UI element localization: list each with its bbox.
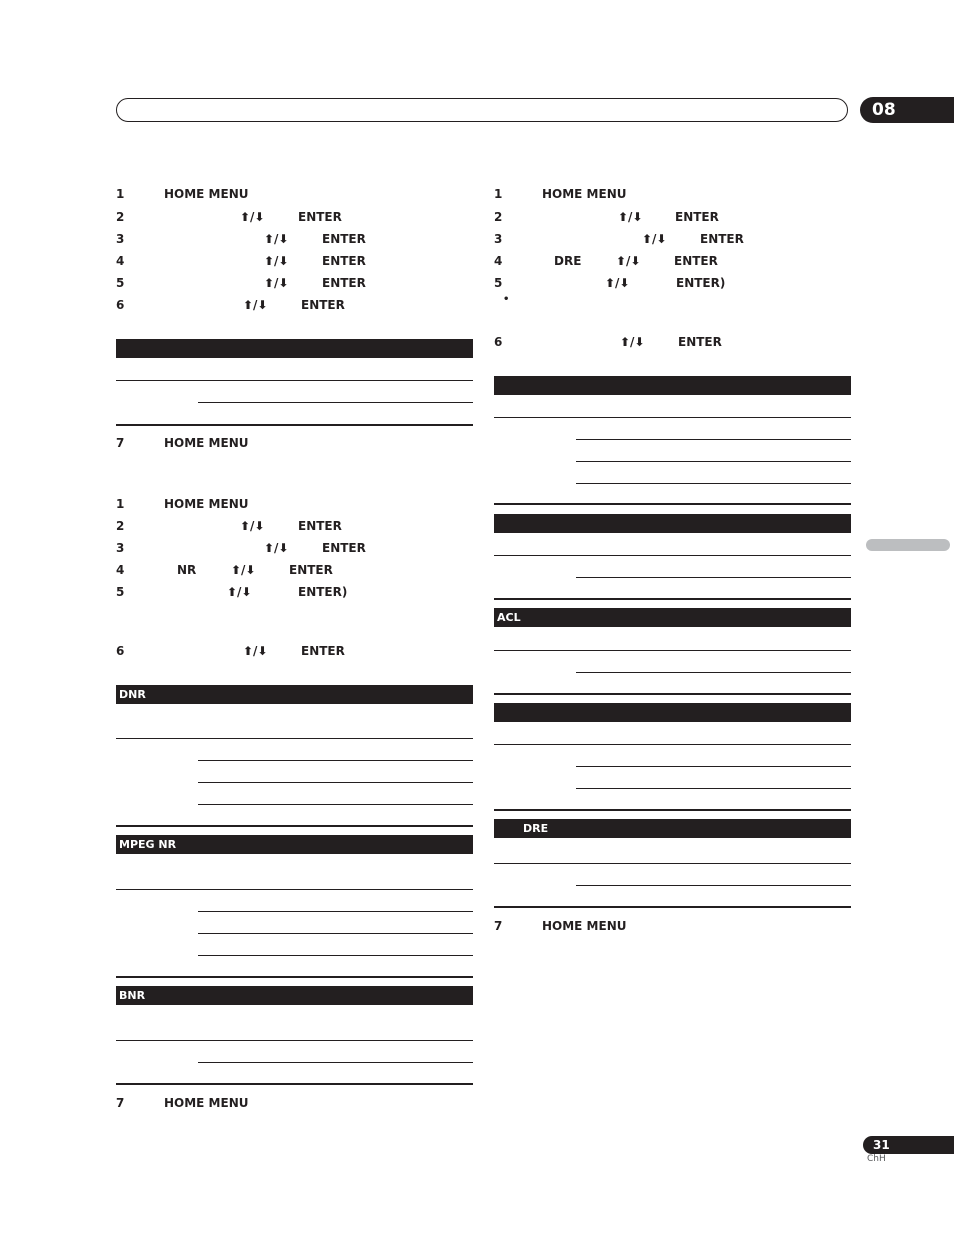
step-number: 2 bbox=[116, 519, 125, 533]
home-menu-key: HOME MENU bbox=[164, 1096, 249, 1110]
arrow-keys-icon: ⬆/⬇ bbox=[264, 276, 289, 290]
arrow-keys-icon: ⬆/⬇ bbox=[605, 276, 630, 290]
home-menu-key: HOME MENU bbox=[164, 436, 249, 450]
dnr-table-header: DNR bbox=[116, 685, 473, 704]
step-number: 3 bbox=[116, 232, 125, 246]
arrow-keys-icon: ⬆/⬇ bbox=[264, 254, 289, 268]
enter-key: ENTER bbox=[298, 519, 342, 533]
enter-key: ENTER bbox=[322, 276, 366, 290]
home-menu-key: HOME MENU bbox=[164, 187, 249, 201]
arrow-keys-icon: ⬆/⬇ bbox=[240, 519, 265, 533]
table-rule bbox=[116, 889, 473, 890]
arrow-keys-icon: ⬆/⬇ bbox=[620, 335, 645, 349]
table-bottom-rule bbox=[116, 424, 473, 426]
enter-key: ENTER bbox=[322, 541, 366, 555]
home-menu-key: HOME MENU bbox=[542, 919, 627, 933]
table-rule bbox=[576, 461, 851, 462]
arrow-keys-icon: ⬆/⬇ bbox=[227, 585, 252, 599]
table-rule bbox=[494, 555, 851, 556]
arrow-keys-icon: ⬆/⬇ bbox=[240, 210, 265, 224]
table-bottom-rule bbox=[494, 906, 851, 908]
table-bottom-rule bbox=[116, 1083, 473, 1085]
arrow-keys-icon: ⬆/⬇ bbox=[642, 232, 667, 246]
step-number: 1 bbox=[116, 497, 125, 511]
step-number: 5 bbox=[116, 585, 125, 599]
table-rule bbox=[494, 650, 851, 651]
table-bottom-rule bbox=[494, 503, 851, 505]
step-number: 6 bbox=[116, 644, 125, 658]
table-rule bbox=[576, 885, 851, 886]
arrow-keys-icon: ⬆/⬇ bbox=[616, 254, 641, 268]
table-bottom-rule bbox=[116, 825, 473, 827]
home-menu-key: HOME MENU bbox=[164, 497, 249, 511]
arrow-keys-icon: ⬆/⬇ bbox=[618, 210, 643, 224]
nr-label: NR bbox=[177, 563, 197, 577]
table-header-bar bbox=[494, 376, 851, 395]
step-number: 2 bbox=[116, 210, 125, 224]
step-number: 7 bbox=[494, 919, 503, 933]
table-rule bbox=[198, 911, 473, 912]
table-rule bbox=[198, 804, 473, 805]
step-number: 4 bbox=[116, 563, 125, 577]
step-number: 1 bbox=[494, 187, 503, 201]
table-rule bbox=[198, 1062, 473, 1063]
step-number: 6 bbox=[494, 335, 503, 349]
table-rule bbox=[198, 955, 473, 956]
table-rule bbox=[494, 417, 851, 418]
table-rule bbox=[198, 402, 473, 403]
step-number: 7 bbox=[116, 436, 125, 450]
table-header-bar bbox=[116, 339, 473, 358]
table-rule bbox=[576, 483, 851, 484]
table-rule bbox=[576, 439, 851, 440]
enter-key: ENTER bbox=[675, 210, 719, 224]
table-rule bbox=[198, 760, 473, 761]
table-rule bbox=[494, 744, 851, 745]
enter-key: ENTER bbox=[301, 298, 345, 312]
table-rule bbox=[494, 863, 851, 864]
table-rule bbox=[198, 782, 473, 783]
home-menu-key: HOME MENU bbox=[542, 187, 627, 201]
dre-table-header: DRE bbox=[494, 819, 851, 838]
acl-table-header: ACL bbox=[494, 608, 851, 627]
enter-key: ENTER) bbox=[298, 585, 348, 599]
enter-key: ENTER bbox=[700, 232, 744, 246]
table-bottom-rule bbox=[116, 976, 473, 978]
table-rule bbox=[576, 577, 851, 578]
table-rule bbox=[116, 380, 473, 381]
step-number: 1 bbox=[116, 187, 125, 201]
page-number: 31 bbox=[863, 1136, 954, 1154]
table-rule bbox=[576, 672, 851, 673]
arrow-keys-icon: ⬆/⬇ bbox=[243, 644, 268, 658]
enter-key: ENTER bbox=[322, 232, 366, 246]
mpeg-nr-table-header: MPEG NR bbox=[116, 835, 473, 854]
arrow-keys-icon: ⬆/⬇ bbox=[264, 232, 289, 246]
table-rule bbox=[116, 738, 473, 739]
language-code: ChH bbox=[867, 1154, 886, 1164]
table-header-bar bbox=[494, 514, 851, 533]
step-number: 4 bbox=[116, 254, 125, 268]
step-number: 3 bbox=[116, 541, 125, 555]
enter-key: ENTER bbox=[674, 254, 718, 268]
chapter-tab: 08 bbox=[860, 97, 954, 123]
enter-key: ENTER) bbox=[676, 276, 726, 290]
step-number: 2 bbox=[494, 210, 503, 224]
step-number: 4 bbox=[494, 254, 503, 268]
table-rule bbox=[576, 766, 851, 767]
step-number: 5 bbox=[494, 276, 503, 290]
step-number: 6 bbox=[116, 298, 125, 312]
bullet: • bbox=[503, 294, 510, 305]
table-bottom-rule bbox=[494, 598, 851, 600]
table-rule bbox=[576, 788, 851, 789]
step-number: 3 bbox=[494, 232, 503, 246]
enter-key: ENTER bbox=[301, 644, 345, 658]
table-bottom-rule bbox=[494, 693, 851, 695]
step-number: 5 bbox=[116, 276, 125, 290]
table-header-bar bbox=[494, 703, 851, 722]
table-rule bbox=[116, 1040, 473, 1041]
table-bottom-rule bbox=[494, 809, 851, 811]
enter-key: ENTER bbox=[322, 254, 366, 268]
step-number: 7 bbox=[116, 1096, 125, 1110]
enter-key: ENTER bbox=[678, 335, 722, 349]
enter-key: ENTER bbox=[298, 210, 342, 224]
arrow-keys-icon: ⬆/⬇ bbox=[243, 298, 268, 312]
bnr-table-header: BNR bbox=[116, 986, 473, 1005]
header-bar bbox=[116, 98, 848, 122]
arrow-keys-icon: ⬆/⬇ bbox=[231, 563, 256, 577]
enter-key: ENTER bbox=[289, 563, 333, 577]
side-tab bbox=[866, 539, 950, 551]
arrow-keys-icon: ⬆/⬇ bbox=[264, 541, 289, 555]
dre-label: DRE bbox=[554, 254, 582, 268]
table-rule bbox=[198, 933, 473, 934]
